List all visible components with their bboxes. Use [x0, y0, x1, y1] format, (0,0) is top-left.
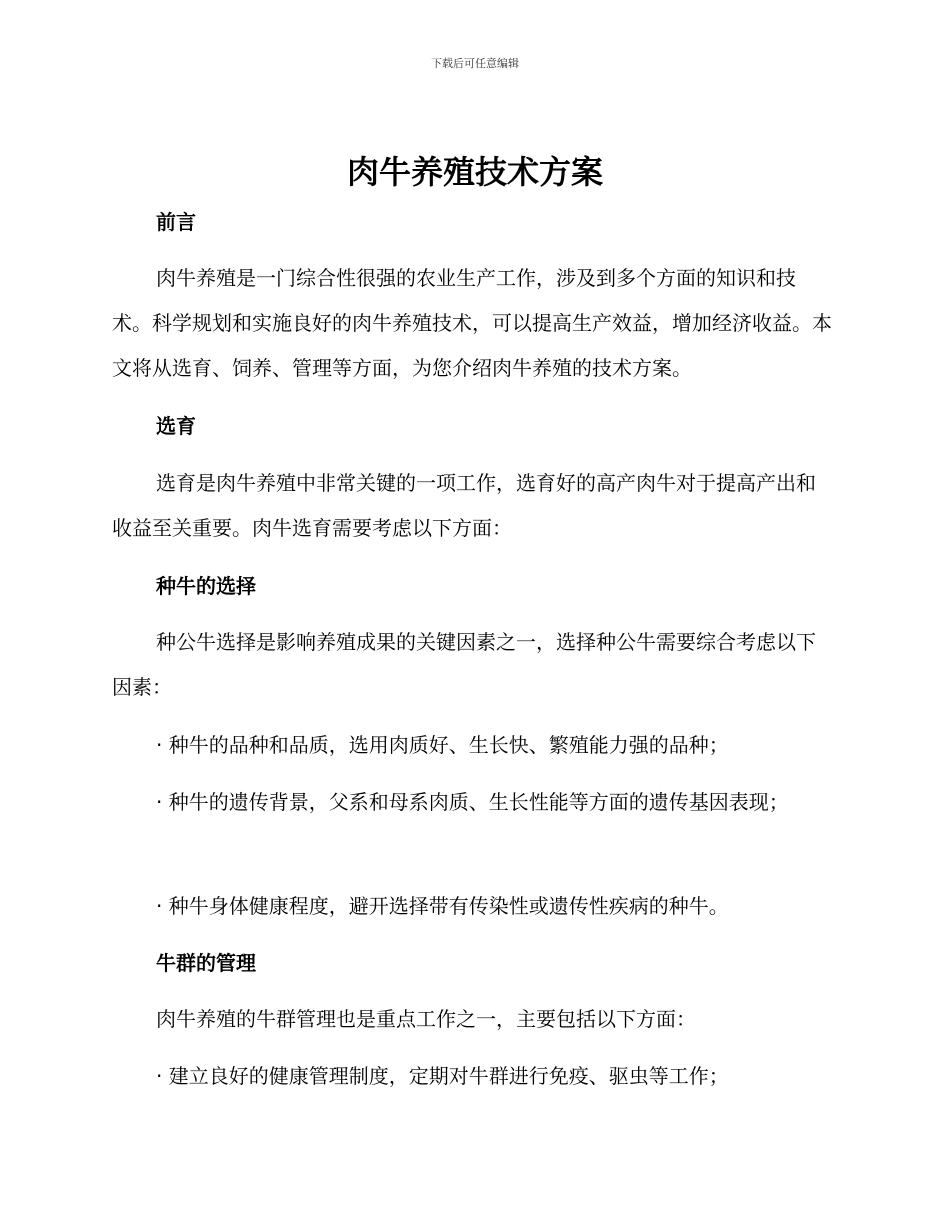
- section-heading-sire-selection: 种牛的选择: [156, 574, 256, 598]
- paragraph-sire-selection: 种公牛选择是影响养殖成果的关键因素之一，选择种公牛需要综合考虑以下因素：: [112, 630, 816, 699]
- section-heading-breeding: 选育: [156, 414, 196, 438]
- document-title: 肉牛养殖技术方案: [346, 153, 603, 191]
- paragraph-intro: 肉牛养殖是一门综合性很强的农业生产工作，涉及到多个方面的知识和技术。科学规划和实施良好的肉牛养殖技术，可以提高生产效益，增加经济收益。本文将从选育、饲养、管理等方面，为您介绍肉牛养殖的技术方案。: [112, 266, 832, 380]
- list-item-sire-breed: · 种牛的品种和品质，选用肉质好、生长快、繁殖能力强的品种；: [156, 733, 729, 757]
- list-item-sire-genetics: · 种牛的遗传背景，父系和母系肉质、生长性能等方面的遗传基因表现；: [156, 790, 789, 814]
- paragraph-herd-management: 肉牛养殖的牛群管理也是重点工作之一，主要包括以下方面：: [156, 1007, 696, 1031]
- section-heading-herd-management: 牛群的管理: [156, 951, 256, 975]
- paragraph-breeding: 选育是肉牛养殖中非常关键的一项工作，选育好的高产肉牛对于提高产出和收益至关重要。肉牛选育需要考虑以下方面：: [112, 471, 816, 540]
- list-item-herd-health: · 建立良好的健康管理制度，定期对牛群进行免疫、驱虫等工作；: [156, 1064, 729, 1088]
- list-item-sire-health: · 种牛身体健康程度，避开选择带有传染性或遗传性疾病的种牛。: [156, 894, 729, 918]
- section-heading-intro: 前言: [156, 210, 196, 234]
- page-header-note: 下载后可任意编辑: [431, 57, 519, 70]
